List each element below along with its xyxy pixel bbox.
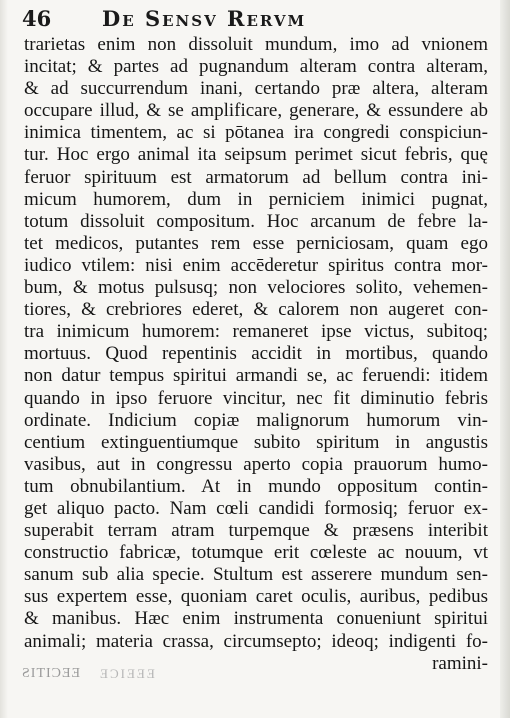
text-line: tur. Hoc ergo animal ita seipsum perimet sicut febris, quę <box>24 144 488 166</box>
text-line: vasibus, aut in congressu aperto copia prauorum humo- <box>24 453 488 475</box>
text-line: tet medicos, putantes rem esse perniciosam, quam ego <box>24 232 488 254</box>
text-line: constructio fabricæ, totumque erit cœleste ac nouum, vt <box>24 542 488 564</box>
text-line: ordinate. Indicium copiæ malignorum humorum vin- <box>24 409 488 431</box>
bleed-through-text: ƧITIƆƎƎ <box>22 666 82 681</box>
text-line: superabit terram atram turpemque & præsens interibit <box>24 520 488 542</box>
text-line: get aliquo pacto. Nam cœli candidi formosiq; feruor ex- <box>24 497 488 519</box>
text-line: non datur tempus spiritui armandi se, ac feruendi: itidem <box>24 365 488 387</box>
page-gutter-shadow <box>500 0 510 718</box>
text-line: occupare illud, & se amplificare, generare, & essundere ab <box>24 100 488 122</box>
running-title: De Sensv Rervm <box>102 6 307 31</box>
bleed-through-text: ƎƆIƎƎƎ <box>100 666 157 681</box>
body-text <box>24 34 488 675</box>
text-line: feruor spirituum est armatorum ad bellum contra ini- <box>24 166 488 188</box>
text-line: & ad succurrendum inani, certando præ altera, alteram <box>24 78 488 100</box>
page-number: 46 <box>22 6 52 31</box>
text-line: iudico vtilem: nisi enim accēderetur spiritus contra mor- <box>24 254 488 276</box>
catchword-line: ramini- <box>432 652 488 674</box>
text-line: tum obnubilantium. At in mundo oppositum contin- <box>24 475 488 497</box>
page-inner-edge <box>0 0 8 718</box>
text-line: tra inimicum humorem: remaneret ipse victus, subitoq; <box>24 321 488 343</box>
text-line: micum humorem, dum in perniciem inimici pugnat, <box>24 188 488 210</box>
text-line: trarietas enim non dissoluit mundum, imo ad vnionem <box>24 34 488 55</box>
text-line: & manibus. Hæc enim instrumenta conueniunt spiritui <box>24 608 488 630</box>
text-line: bum, & motus pulsusq; non velociores solito, vehemen- <box>24 277 488 299</box>
text-line: sus expertem esse, quoniam caret oculis, auribus, pedibus <box>24 586 488 608</box>
text-line: quando in ipso feruore vincitur, nec fit diminutio febris <box>24 387 488 409</box>
text-line: mortuus. Quod repentinis accidit in mortibus, quando <box>24 343 488 365</box>
text-line: inimica timentem, ac si pōtanea ira congredi conspiciun- <box>24 122 488 144</box>
text-line: tiores, & crebriores ederet, & calorem non augeret con- <box>24 299 488 321</box>
text-line: incitat; & partes ad pugnandum alteram contra alteram, <box>24 56 488 78</box>
text-line: totum dissoluit compositum. Hoc arcanum de febre la- <box>24 210 488 232</box>
text-line: sanum sub alia specie. Stultum est asserere mundum sen- <box>24 564 488 586</box>
running-head <box>22 6 492 32</box>
text-line: animali; materia crassa, circumsepto; ideoq; indigenti fo- <box>24 630 488 652</box>
text-line: centium extinguentiumque subito spiritum in angustis <box>24 431 488 453</box>
